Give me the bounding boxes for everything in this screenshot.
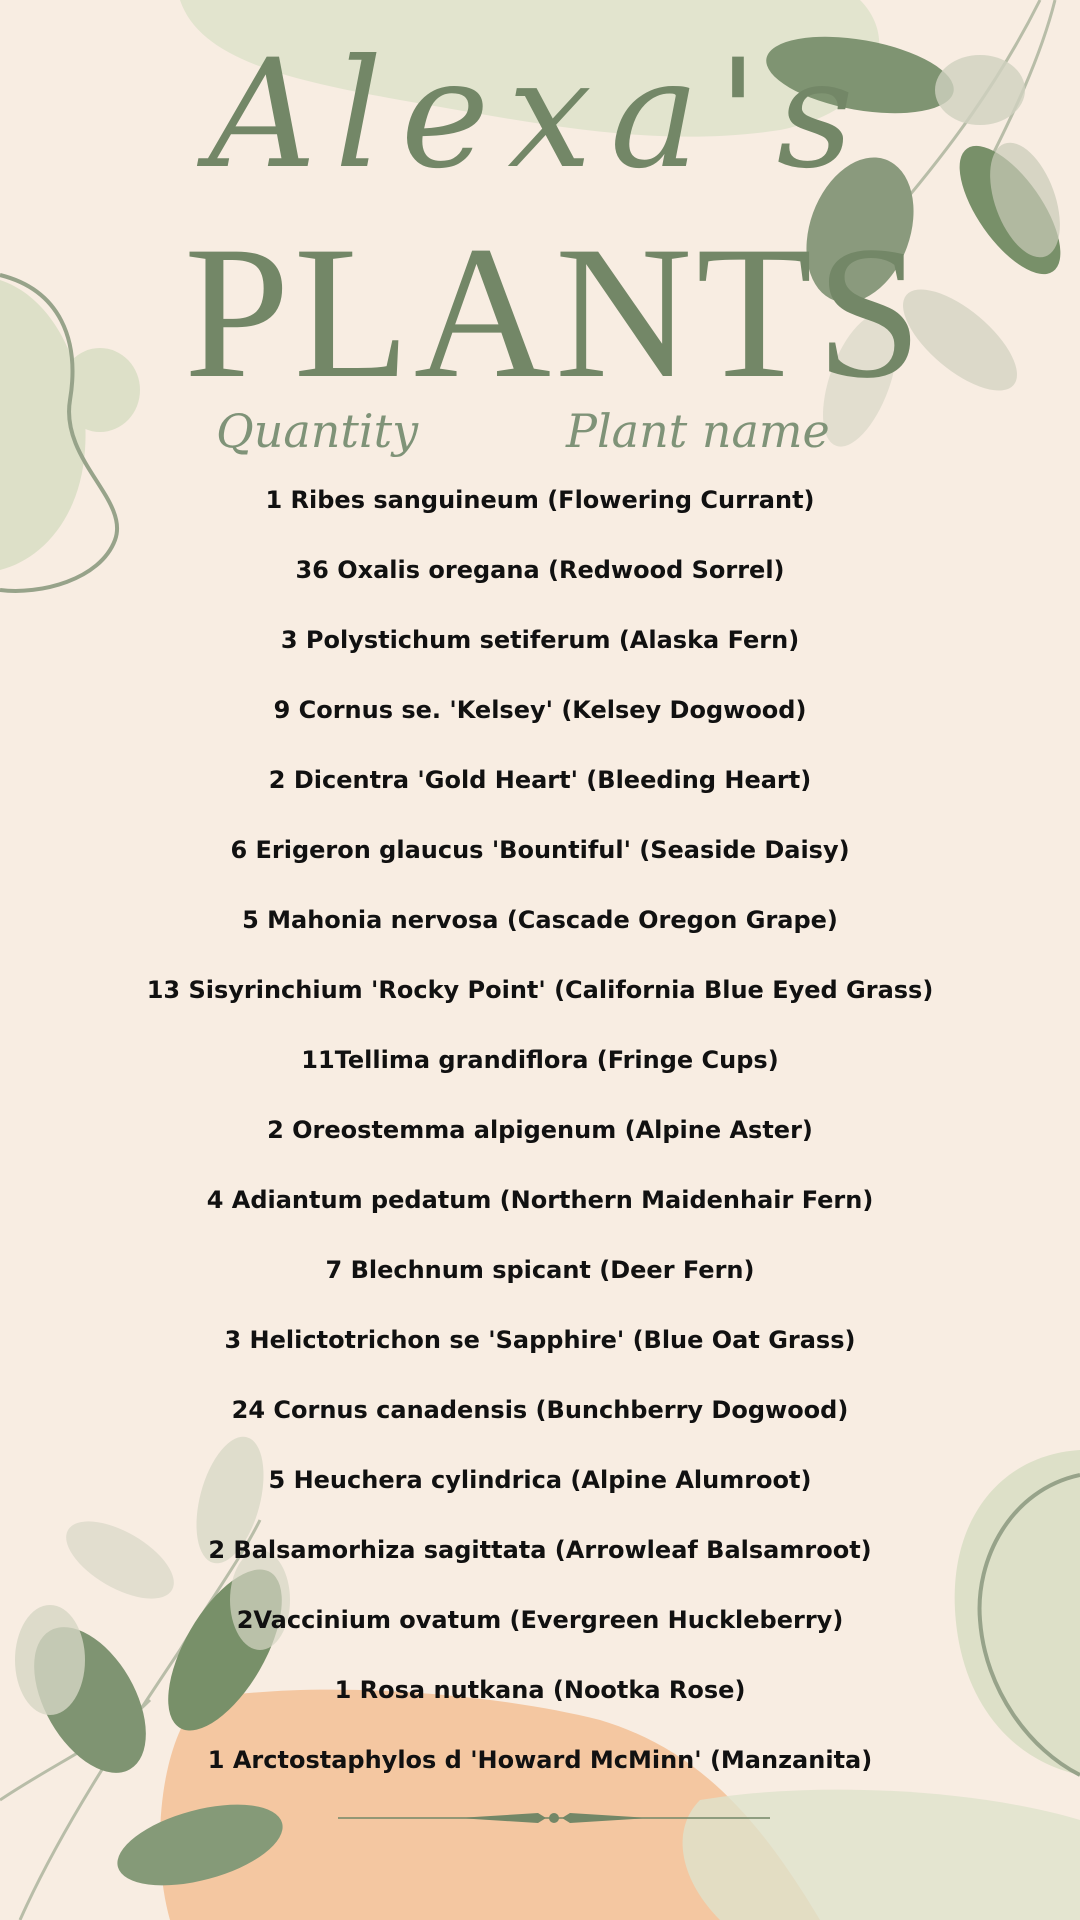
list-item: 3 Helictotrichon se 'Sapphire' (Blue Oat Grass) [224,1326,856,1354]
list-item: 6 Erigeron glaucus 'Bountiful' (Seaside Daisy) [230,836,850,864]
quantity-column-header: Quantity [216,404,419,458]
list-item: 4 Adiantum pedatum (Northern Maidenhair Fern) [206,1186,874,1214]
list-item: 1 Ribes sanguineum (Flowering Currant) [265,486,815,514]
list-item: 9 Cornus se. 'Kelsey' (Kelsey Dogwood) [273,696,807,724]
list-item: 36 Oxalis oregana (Redwood Sorrel) [295,556,785,584]
page-title: PLANTS [184,208,926,418]
list-item: 5 Heuchera cylindrica (Alpine Alumroot) [268,1466,812,1494]
list-item: 2 Dicentra 'Gold Heart' (Bleeding Heart) [268,766,812,794]
list-item: 5 Mahonia nervosa (Cascade Oregon Grape) [242,906,838,934]
list-item: 2Vaccinium ovatum (Evergreen Huckleberry) [236,1606,844,1634]
list-item: 3 Polystichum setiferum (Alaska Fern) [280,626,800,654]
plant-name-column-header: Plant name [566,404,830,458]
ornamental-divider [338,1806,770,1830]
list-item: 1 Rosa nutkana (Nootka Rose) [334,1676,746,1704]
plant-list [0,480,1080,1810]
list-item: 2 Balsamorhiza sagittata (Arrowleaf Balsamroot) [208,1536,872,1564]
list-item: 1 Arctostaphylos d 'Howard McMinn' (Manzanita) [207,1746,873,1774]
owner-name-title: Alexa's [208,28,872,202]
list-item: 2 Oreostemma alpigenum (Alpine Aster) [267,1116,813,1144]
list-item: 24 Cornus canadensis (Bunchberry Dogwood) [231,1396,849,1424]
list-item: 7 Blechnum spicant (Deer Fern) [325,1256,755,1284]
list-item: 13 Sisyrinchium 'Rocky Point' (California Blue Eyed Grass) [146,976,934,1004]
list-item: 11Tellima grandiflora (Fringe Cups) [301,1046,779,1074]
